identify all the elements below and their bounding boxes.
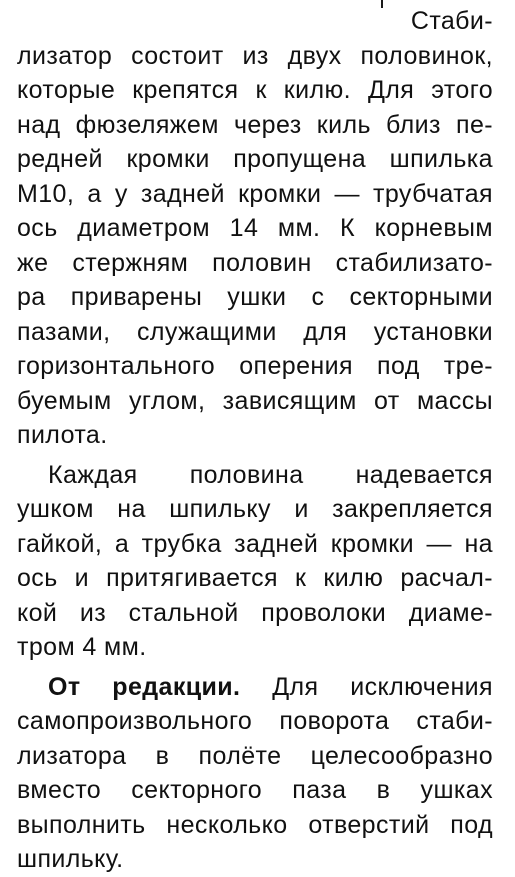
text-line: тром 4 мм. [17, 633, 147, 661]
text-line: ось и притягивается к килю расчал- [17, 564, 493, 592]
text-line: которые крепятся к килю. Для этого [17, 76, 493, 104]
text-line: ушком на шпильку и закрепляется [17, 495, 493, 523]
text-line: ось диаметром 14 мм. К корневым [17, 214, 493, 242]
text-line: М10, а у задней кромки — трубчатая [17, 179, 493, 208]
editor-note-first-line-text: Для исключения [272, 672, 493, 701]
editor-note-label: От редакции. [48, 672, 241, 701]
text-line: вместо секторного паза в ушках [17, 776, 493, 804]
text-line: лизатора в полёте целесообразно [17, 741, 493, 770]
text-line: над фюзеляжем через киль близ пе- [17, 110, 493, 139]
paragraph-stabilizer-description [17, 0, 493, 453]
text-line: пазами, служащими для установки [17, 317, 493, 346]
paragraph-mounting [17, 458, 493, 665]
text-line: лизатор состоит из двух половинок, [17, 41, 493, 70]
article-column [17, 0, 493, 877]
text-line: Каждая половина надевается [48, 460, 493, 489]
text-line: буемым углом, зависящим от массы [17, 386, 493, 415]
text-line: шпильку. [17, 845, 124, 873]
text-line: редней кромки пропущена шпилька [17, 145, 493, 173]
text-line: гайкой, а трубка задней кромки — на [17, 529, 493, 558]
text-line: пилота. [17, 421, 108, 449]
editor-note-first-line [17, 670, 493, 705]
editor-note [17, 670, 493, 877]
text-line: выполнить несколько отверстий под [17, 810, 493, 839]
text-line: ра приварены ушки с секторными [17, 283, 493, 311]
text-line: самопроизвольного поворота стаби- [17, 707, 493, 735]
text-line: горизонтального оперения под тре- [17, 352, 493, 380]
text-line: кой из стальной проволоки диаме- [17, 598, 493, 627]
text-line: Стаби- [410, 7, 493, 35]
text-line: же стержням половин стабилизато- [17, 248, 493, 277]
